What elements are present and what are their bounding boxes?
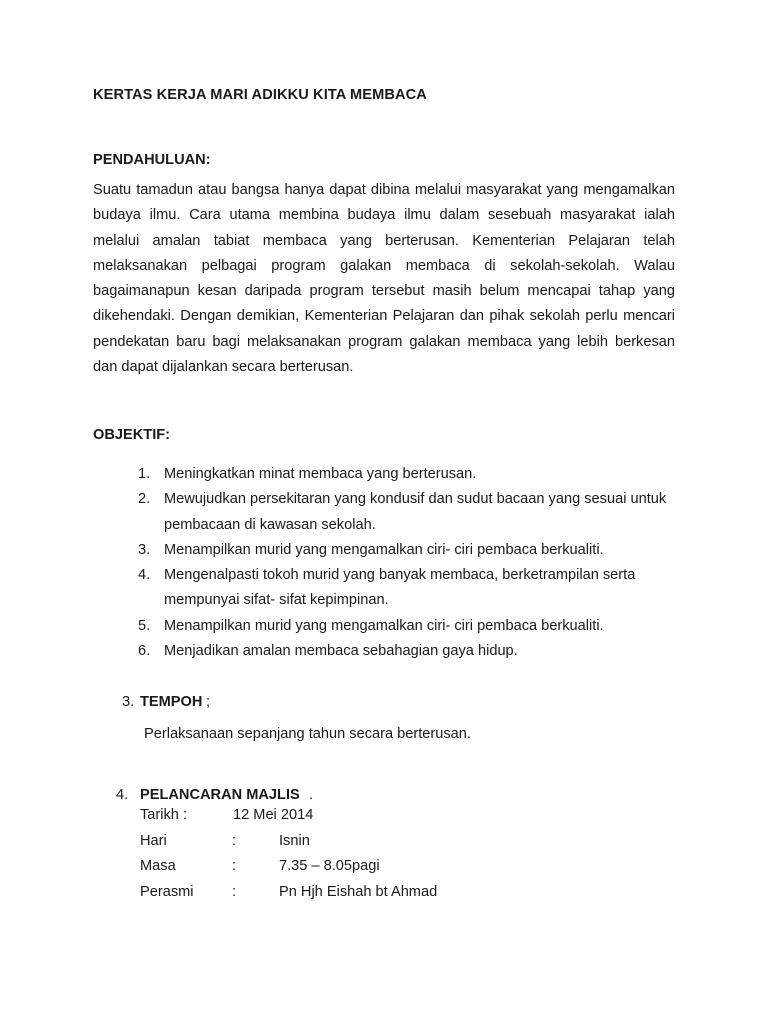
objektif-item bbox=[138, 462, 698, 487]
detail-label: Hari bbox=[140, 832, 167, 849]
tempoh-body: Perlaksanaan sepanjang tahun secara berterusan. bbox=[144, 726, 471, 742]
objektif-list bbox=[138, 462, 698, 664]
objektif-item-number: 2. bbox=[138, 491, 151, 508]
detail-value: 12 Mei 2014 bbox=[233, 807, 314, 823]
detail-separator: : bbox=[232, 858, 237, 875]
objektif-item-text: Mewujudkan persekitaran yang kondusif dan sudut bacaan yang sesuai untuk pembacaan di kawasan sekolah. bbox=[164, 491, 667, 533]
pelancaran-number: 4. bbox=[116, 787, 129, 803]
detail-separator: : bbox=[232, 883, 237, 900]
detail-row-tarikh bbox=[140, 803, 560, 829]
tempoh-heading: TEMPOH bbox=[140, 694, 203, 710]
objektif-item-text: Meningkatkan minat membaca yang berterusan. bbox=[164, 466, 477, 482]
objektif-item-text: Mengenalpasti tokoh murid yang banyak membaca, berketrampilan serta mempunyai sifat- sifat kepimpinan. bbox=[164, 567, 636, 609]
objektif-heading: OBJEKTIF: bbox=[93, 427, 171, 443]
objektif-item-number: 1. bbox=[138, 466, 151, 482]
detail-label: Perasmi bbox=[140, 883, 194, 900]
pelancaran-heading-suffix: . bbox=[309, 787, 314, 803]
pendahuluan-paragraph: Suatu tamadun atau bangsa hanya dapat dibina melalui masyarakat yang mengamalkan budaya ilmu. Cara utama membina budaya ilmu dalam sesebuah masyarakat ialah melalui amalan tabiat membaca yang berterusan. Kementerian Pelajaran telah melaksanakan pelbagai program galakan membaca di sekolah-sekolah. Walau bagaimanapun kesan daripada program tersebut masih belum mencapai tahap yang dikehendaki. Dengan demikian, Kementerian Pelajaran dan pihak sekolah perlu mencari pendekatan baru bagi melaksanakan program galakan membaca yang lebih berkesan dan dapat dijalankan secara berterusan. bbox=[93, 182, 675, 376]
detail-value: Isnin bbox=[279, 832, 310, 849]
document-title: KERTAS KERJA MARI ADIKKU KITA MEMBACA bbox=[93, 87, 427, 103]
objektif-item-text: Menampilkan murid yang mengamalkan ciri- ciri pembaca berkualiti. bbox=[164, 617, 604, 634]
objektif-item bbox=[138, 487, 698, 538]
pendahuluan-heading: PENDAHULUAN: bbox=[93, 152, 211, 168]
detail-label: Tarikh : bbox=[140, 807, 188, 823]
objektif-item bbox=[138, 639, 698, 664]
detail-separator: : bbox=[232, 832, 237, 849]
detail-value: Pn Hjh Eishah bt Ahmad bbox=[279, 883, 438, 900]
detail-row-perasmi bbox=[140, 880, 560, 906]
objektif-item-number: 3. bbox=[138, 541, 151, 558]
objektif-item-text: Menampilkan murid yang mengamalkan ciri- ciri pembaca berkualiti. bbox=[164, 541, 604, 558]
pelancaran-details bbox=[140, 803, 560, 905]
tempoh-number: 3. bbox=[122, 694, 135, 710]
objektif-item-number: 6. bbox=[138, 643, 151, 660]
detail-row-masa bbox=[140, 854, 560, 880]
objektif-item-number: 5. bbox=[138, 617, 151, 634]
objektif-item-text: Menjadikan amalan membaca sebahagian gaya hidup. bbox=[164, 643, 518, 660]
objektif-item bbox=[138, 563, 698, 614]
objektif-item bbox=[138, 614, 698, 639]
detail-value: 7.35 – 8.05pagi bbox=[279, 858, 380, 875]
detail-row-hari bbox=[140, 829, 560, 855]
detail-label: Masa bbox=[140, 858, 176, 875]
pelancaran-heading: PELANCARAN MAJLIS bbox=[140, 787, 300, 803]
tempoh-heading-suffix: ; bbox=[206, 694, 211, 710]
objektif-item-number: 4. bbox=[138, 567, 151, 584]
objektif-item bbox=[138, 538, 698, 563]
